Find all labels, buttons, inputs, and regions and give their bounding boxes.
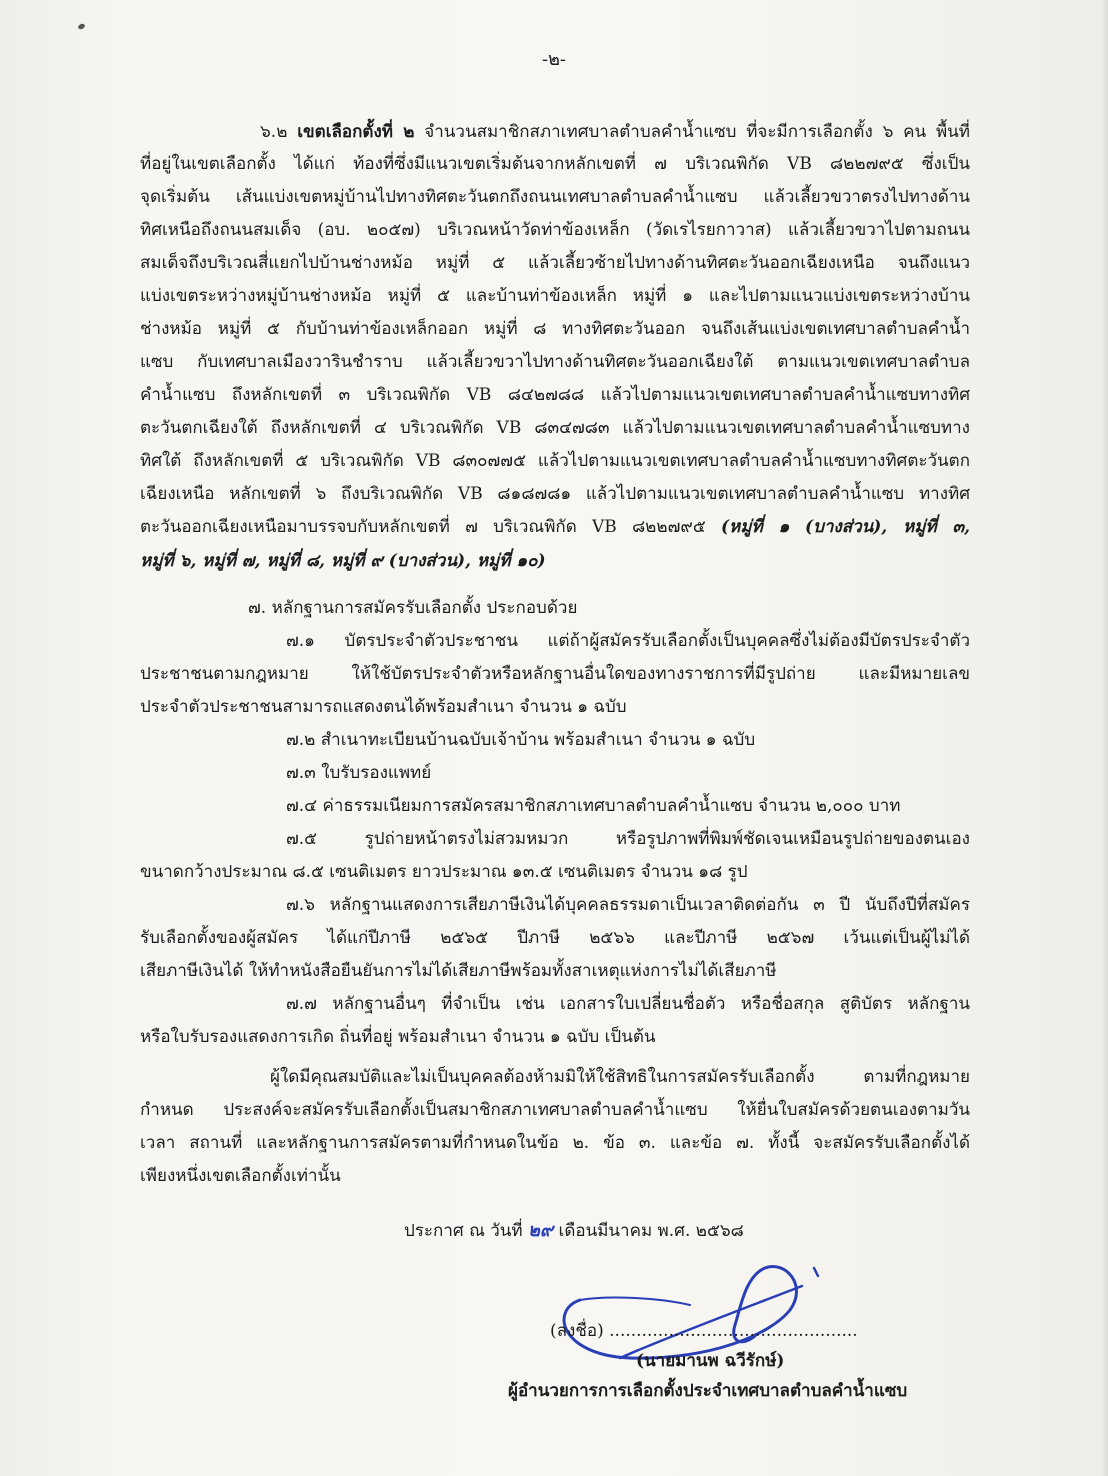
announcement-suffix: เดือนมีนาคม พ.ศ. ๒๕๖๘ — [553, 1221, 744, 1241]
item-71-line: ประชาชนตามกฎหมาย ให้ใช้บัตรประจำตัวหรือหลักฐานอื่นใดของทางราชการที่มีรูปถ่าย และมีหมายเลข — [140, 664, 970, 684]
item-76-line: ๗.๖ หลักฐานแสดงการเสียภาษีเงินได้บุคคลธรรมดาเป็นเวลาติดต่อกัน ๓ ปี นับถึงปีที่สมัคร — [286, 895, 970, 915]
section-62-villages-part1: (หมู่ที่ ๑ (บางส่วน), หมู่ที่ ๓, — [720, 517, 970, 537]
section-62-line13-plain: ตะวันออกเฉียงเหนือมาบรรจบกับหลักเขตที่ ๗ บริเวณพิกัด VB ๘๒๒๗๙๕ — [140, 517, 721, 537]
page-edge-shadow — [1102, 0, 1108, 1476]
item-76-line: เสียภาษีเงินได้ ให้ทำหนังสือยืนยันการไม่ได้เสียภาษีพร้อมทั้งสาเหตุแห่งการไม่ได้เสียภาษี — [140, 961, 777, 981]
section-62-line1-rest: จำนวนสมาชิกสภาเทศบาลตำบลคำน้ำแซบ ที่จะมีการเลือกตั้ง ๖ คน พื้นที่ — [414, 122, 971, 142]
signer-position: ผู้อำนวยการการเลือกตั้งประจำเทศบาลตำบลคำน้ำแซบ — [508, 1381, 908, 1401]
section-62-line: เฉียงเหนือ หลักเขตที่ ๖ ถึงบริเวณพิกัด VB ๘๑๘๗๘๑ แล้วไปตามแนวเขตเทศบาลตำบลคำน้ำแซบ ทางทิศ — [140, 484, 970, 504]
announcement-prefix: ประกาศ ณ วันที่ — [404, 1221, 529, 1241]
signer-name: (นายมานพ ฉวีรักษ์) — [636, 1351, 785, 1371]
section-62-label: ๖.๒ — [260, 122, 298, 142]
handwritten-day: ๒๙ — [528, 1220, 554, 1241]
item-71-line: ๗.๑ บัตรประจำตัวประชาชน แต่ถ้าผู้สมัครรับเลือกตั้งเป็นบุคคลซึ่งไม่ต้องมีบัตรประจำตัว — [286, 631, 970, 651]
item-75-line: ๗.๕ รูปถ่ายหน้าตรงไม่สวมหมวก หรือรูปภาพที่พิมพ์ชัดเจนเหมือนรูปถ่ายของตนเอง — [286, 829, 970, 849]
section-62-heading: เขตเลือกตั้งที่ ๒ — [297, 122, 415, 142]
section-62-line: ทิศใต้ ถึงหลักเขตที่ ๕ บริเวณพิกัด VB ๘๓๐๗๗๕ แล้วไปตามแนวเขตเทศบาลตำบลคำน้ำแซบทางทิศตะวันตก — [140, 451, 970, 471]
section-62-line: สมเด็จถึงบริเวณสี่แยกไปบ้านช่างหม้อ หมู่ที่ ๕ แล้วเลี้ยวซ้ายไปทางด้านทิศตะวันออกเฉียงเหนือ จนถึงแนว — [140, 253, 970, 273]
item-71-line: ประจำตัวประชาชนสามารถแสดงตนได้พร้อมสำเนา จำนวน ๑ ฉบับ — [140, 697, 627, 717]
item-76-line: รับเลือกตั้งของผู้สมัคร ได้แก่ปีภาษี ๒๕๖๕ ปีภาษี ๒๕๖๖ และปีภาษี ๒๕๖๗ เว้นแต่เป็นผู้ไม่ได้ — [140, 928, 970, 948]
closing-line: เวลา สถานที่ และหลักฐานการสมัครตามที่กำหนดในข้อ ๒. ข้อ ๓. และข้อ ๗. ทั้งนี้ จะสมัครรับเลือกตั้งได้ — [140, 1133, 970, 1153]
closing-line: เพียงหนึ่งเขตเลือกตั้งเท่านั้น — [140, 1166, 341, 1186]
section-62-villages-part2: หมู่ที่ ๖, หมู่ที่ ๗, หมู่ที่ ๘, หมู่ที่ ๙ (บางส่วน), หมู่ที่ ๑๐) — [140, 551, 546, 571]
closing-line: กำหนด ประสงค์จะสมัครรับเลือกตั้งเป็นสมาชิกสภาเทศบาลตำบลคำน้ำแซบ ให้ยื่นใบสมัครด้วยตนเองตามวัน — [140, 1100, 970, 1120]
section-62-line: แซบ กับเทศบาลเมืองวารินชำราบ แล้วเลี้ยวขวาไปทางด้านทิศตะวันออกเฉียงใต้ ตามแนวเขตเทศบาลตำบล — [140, 352, 970, 372]
section-62-line: ทิศเหนือถึงถนนสมเด็จ (อบ. ๒๐๕๗) บริเวณหน้าวัดท่าข้องเหล็ก (วัดเรไรยกาวาส) แล้วเลี้ยวขวาไปตามถนน — [140, 220, 970, 240]
section-62-line: แบ่งเขตระหว่างหมู่บ้านช่างหม้อ หมู่ที่ ๕ และบ้านท่าข้องเหล็ก หมู่ที่ ๑ และไปตามแนวแบ่งเขตระหว่างบ้าน — [140, 286, 970, 306]
section-62-line: จุดเริ่มต้น เส้นแบ่งเขตหมู่บ้านไปทางทิศตะวันตกถึงถนนเทศบาลตำบลคำน้ำแซบ แล้วเลี้ยวขวาตรงไปทางด้าน — [140, 187, 970, 207]
paper-speck — [77, 23, 85, 30]
section-62-line: ตะวันตกเฉียงใต้ ถึงหลักเขตที่ ๔ บริเวณพิกัด VB ๘๓๔๗๘๓ แล้วไปตามแนวเขตเทศบาลตำบลคำน้ำแซบทาง — [140, 418, 970, 438]
item-74: ๗.๔ ค่าธรรมเนียมการสมัครสมาชิกสภาเทศบาลตำบลคำน้ำแซบ จำนวน ๒,๐๐๐ บาท — [286, 796, 901, 816]
section-62-line: ที่อยู่ในเขตเลือกตั้ง ได้แก่ ท้องที่ซึ่งมีแนวเขตเริ่มต้นจากหลักเขตที่ ๗ บริเวณพิกัด VB ๘๒๒๗๙๕ ซึ่งเป็น — [140, 154, 970, 174]
item-77-line: ๗.๗ หลักฐานอื่นๆ ที่จำเป็น เช่น เอกสารใบเปลี่ยนชื่อตัว หรือชื่อสกุล สูติบัตร หลักฐาน — [286, 994, 970, 1014]
item-72: ๗.๒ สำเนาทะเบียนบ้านฉบับเจ้าบ้าน พร้อมสำเนา จำนวน ๑ ฉบับ — [286, 730, 756, 750]
closing-line: ผู้ใดมีคุณสมบัติและไม่เป็นบุคคลต้องห้ามมิให้ใช้สิทธิในการสมัครรับเลือกตั้ง ตามที่กฎหมาย — [270, 1067, 970, 1087]
item-75-line: ขนาดกว้างประมาณ ๘.๕ เซนติเมตร ยาวประมาณ ๑๓.๕ เซนติเมตร จำนวน ๑๘ รูป — [140, 862, 748, 882]
section-62-line-14 — [140, 548, 546, 574]
sign-line: (ลงชื่อ) .............................................. — [550, 1321, 858, 1341]
section-62-line: คำน้ำแซบ ถึงหลักเขตที่ ๓ บริเวณพิกัด VB ๘๔๒๗๘๘ แล้วไปตามแนวเขตเทศบาลตำบลคำน้ำแซบทางทิศ — [140, 385, 970, 405]
page-number: -๒- — [541, 49, 567, 70]
section-62-line-13 — [140, 514, 970, 540]
section-62-line: ช่างหม้อ หมู่ที่ ๕ กับบ้านท่าข้องเหล็กออก หมู่ที่ ๘ ทางทิศตะวันออก จนถึงเส้นแบ่งเขตเทศบาลตำบลคำน้ำ — [140, 319, 970, 339]
section-62-line-1 — [140, 119, 970, 145]
item-73: ๗.๓ ใบรับรองแพทย์ — [286, 763, 432, 783]
section-7-heading: ๗. หลักฐานการสมัครรับเลือกตั้ง ประกอบด้วย — [248, 598, 578, 618]
item-77-line: หรือใบรับรองแสดงการเกิด ถิ่นที่อยู่ พร้อมสำเนา จำนวน ๑ ฉบับ เป็นต้น — [140, 1027, 656, 1047]
